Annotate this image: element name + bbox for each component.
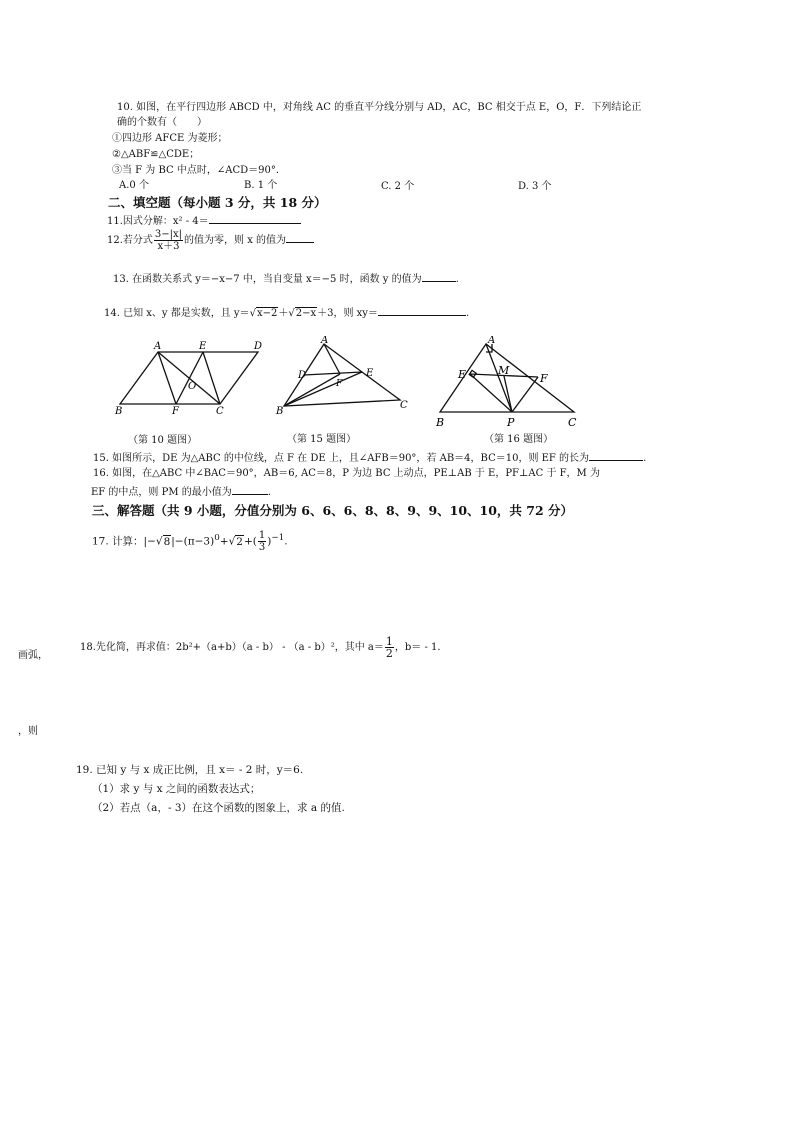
figure-16 [430,336,590,432]
q10-line1: 10. 如图，在平行四边形 ABCD 中，对角线 AC 的垂直平分线分别与 AD，AC，BC 相交于点 E，O，F．下列结论正 [117,102,642,113]
q10-statement-3: ③当 F 为 BC 中点时，∠ACD＝90°． [112,165,286,176]
q10-statement-2: ②△ABF≌△CDE； [112,149,200,160]
q16-text: EF 的中点，则 PM 的最小值为 [91,487,232,498]
fig16-label-b: B [436,416,445,429]
q10-option-a: A.0 个 [119,180,149,191]
q12 [107,229,314,252]
q15-text: 15. 如图所示，DE 为△ABC 的中位线，点 F 在 DE 上，且∠AFB＝90°，若 AB＝4，BC＝10，则 EF 的长为 [93,453,590,464]
q12-denominator: x＋3 [157,241,180,252]
q17-plus: + [219,535,229,548]
q18 [80,636,441,660]
q13: 13. 在函数关系式 y＝−x−7 中，当自变量 x＝−5 时，函数 y 的值为 . [113,274,459,285]
fig16-segment-pe [470,374,512,412]
q14-radicand-2: 2−x [295,308,317,319]
q19-line1: 19. 已知 y 与 x 成正比例，且 x＝ - 2 时，y＝6. [76,764,304,776]
q11-text: 11.因式分解：x² - 4＝ [107,216,209,227]
q19-part-1: （1）求 y 与 x 之间的函数表达式； [92,783,261,795]
q17-fraction [258,530,266,553]
figure-15-caption: （第 15 题图） [287,434,357,445]
fig10-label-e: E [199,341,207,352]
fig16-label-e: E [458,368,467,381]
q16-line1: 16. 如图，在△ABC 中∠BAC＝90°，AB＝6, AC＝8，P 为边 BC 上动点，PE⊥AB 于 E，PF⊥AC 于 F，M 为 [93,468,600,479]
margin-fragment-2: ，则 [18,726,38,737]
q18-text-pre: 18.先化简，再求值：2b²+（a+b）（a - b） - （a - b）²，其中 a＝ [80,642,384,653]
fig15-label-a: A [321,336,329,346]
q10-option-b: B. 1 个 [244,180,278,191]
q14-answer-blank [378,306,466,316]
q18-fraction [385,636,394,659]
fig10-label-a: A [154,341,162,352]
q12-answer-blank [286,233,314,243]
q17-abs-open: 17. 计算：|− [92,535,156,548]
figure-10 [108,340,278,420]
q10-line2: 确的个数有（ ） [117,117,207,128]
q17-frac-num: 1 [258,530,266,541]
q17-close-paren: ) [267,535,272,548]
fig15-segment-af [324,344,340,374]
q10-option-c: C. 2 个 [381,181,415,192]
q19-part-2: （2）若点（a，- 3）在这个函数的图象上，求 a 的值. [92,802,345,814]
q17-period: . [284,535,288,548]
fig15-label-b: B [276,406,284,417]
q13-answer-blank [422,272,456,282]
q17-radicand-2: 2 [236,535,243,548]
q14-text-pre: 14. 已知 x、y 都是实数，且 y＝ [104,308,250,319]
q11 [107,214,301,228]
fig10-label-d: D [254,341,263,352]
q14: 14. 已知 x、y 都是实数，且 y＝√x−2＋√2−x＋3，则 xy＝ . [104,308,470,319]
q17-frac-den: 3 [258,542,266,553]
q17-pi-term: |−(π−3) [171,535,215,548]
fig15-label-f: F [336,379,343,389]
fig10-label-o: O [188,381,197,392]
fig10-perpendicular-ef [176,352,203,404]
fig16-label-c: C [568,416,577,429]
q17-exponent-minus-1: −1 [271,533,285,543]
q11-answer-blank [209,214,301,224]
fig16-label-a: A [488,336,496,346]
q18-text-post: ，b＝ - 1. [394,642,441,653]
fig10-label-c: C [216,406,224,417]
q13-text: 13. 在函数关系式 y＝−x−7 中，当自变量 x＝−5 时，函数 y 的值为 [113,274,422,285]
fig10-label-b: B [115,406,123,417]
q12-numerator: 3−|x| [154,229,183,240]
q12-text-pre: 12.若分式 [107,235,153,246]
margin-fragment-1: 画弧， [18,650,48,661]
fig16-label-m: M [498,364,510,377]
q14-text-post: ＋3，则 xy＝ [317,308,378,319]
q17-plus-paren: +( [243,535,257,548]
q15-answer-blank [589,451,643,461]
q17-exponent-0: 0 [214,533,220,543]
fig10-label-f: F [172,406,179,417]
q10-option-d: D. 3 个 [518,181,552,192]
figure-15 [272,336,412,420]
q17-radicand-8: 8 [163,535,171,548]
q18-frac-den: 2 [385,647,393,660]
fig15-label-c: C [400,400,408,411]
fig16-label-f: F [540,372,548,385]
fig15-label-e: E [366,368,374,379]
section-3-heading: 三、解答题（共 9 小题，分值分别为 6、6、6、8、8、9、9、10、10，共 72 分） [92,503,574,518]
q12-text-post: 的值为零，则 x 的值为 [184,235,287,246]
q12-fraction [154,229,183,252]
q14-plus: ＋ [278,308,289,319]
fig15-segment-bf [284,374,340,406]
fig16-segment-pf [512,377,538,412]
figure-16-caption: （第 16 题图） [484,434,554,445]
fig15-midline-de [304,372,362,375]
section-2-heading: 二、填空题（每小题 3 分，共 18 分） [108,195,327,210]
q10-statement-1: ①四边形 AFCE 为菱形； [112,133,228,144]
q14-radicand-1: x−2 [256,308,278,319]
fig15-label-d: D [298,370,307,381]
q16-answer-blank [232,485,268,495]
fig16-label-p: P [507,416,515,429]
q16-line2: EF 的中点，则 PM 的最小值为 . [91,487,271,498]
q17: 17. 计算：$|-√8|-(\pi-3)^0+√2+$( $\frac{1}{3}$ )$^{-1}$. [92,530,288,553]
q18-frac-num: 1 [385,635,393,648]
figure-10-caption: （第 10 题图） [128,435,198,446]
q15: 15. 如图所示，DE 为△ABC 的中位线，点 F 在 DE 上，且∠AFB＝90°，若 AB＝4，BC＝10，则 EF 的长为 . [93,453,647,464]
